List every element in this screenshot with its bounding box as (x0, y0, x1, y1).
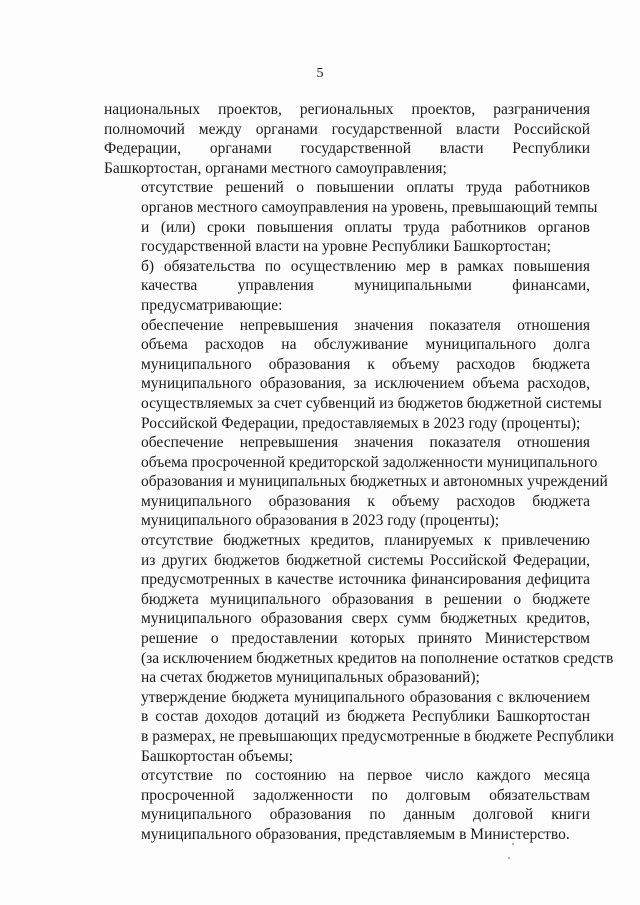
text-line: объема просроченной кредиторской задолженности муниципального (141, 453, 598, 471)
text-line: отсутствие по состоянию на первое число каждого месяца (141, 767, 590, 785)
text-line: просроченной задолженности по долговым обязательствам (141, 786, 590, 804)
text-line: б) обязательства по осуществлению мер в рамках повышения (141, 257, 590, 275)
text-line: бюджета муниципального образования в решении о бюджете (141, 590, 590, 608)
scan-speck (508, 857, 510, 859)
paragraph (104, 531, 614, 688)
text-line: муниципального образования, за исключением объема расходов, (141, 375, 590, 393)
text-line: в размерах, не превышающих предусмотренные в бюджете Республики (141, 728, 614, 745)
text-line: образования и муниципальных бюджетных и автономных учреждений (141, 473, 608, 491)
text-line: органов местного самоуправления на уровень, превышающий темпы (141, 198, 598, 216)
text-line: полномочий между органами государственной власти Российской (104, 120, 590, 138)
text-line: на счетах бюджетов муниципальных образований); (141, 669, 480, 687)
text-line: муниципального образования, представляемым в Министерство. (141, 825, 570, 843)
paragraph (104, 766, 590, 844)
text-line: предусматривающие: (141, 296, 283, 314)
text-line: и (или) сроки повышения оплаты труда работников органов (141, 218, 590, 236)
text-line: муниципального образования к объему расходов бюджета (141, 492, 590, 510)
paragraph (104, 688, 614, 766)
text-line: решение о предоставлении которых принято Министерством (141, 630, 590, 648)
page-number: 5 (316, 66, 324, 81)
text-line: муниципального образования по данным долговой книги (141, 806, 590, 824)
paragraph (104, 100, 590, 178)
text-line: государственной власти на уровне Республики Башкортостан; (141, 238, 551, 256)
text-line: отсутствие бюджетных кредитов, планируемых к привлечению (141, 532, 590, 550)
text-line: муниципального образования в 2023 году (проценты); (141, 512, 500, 530)
text-line: Башкортостан, органами местного самоуправления; (104, 159, 447, 177)
text-line: муниципального образования сверх сумм бюджетных кредитов, (141, 610, 590, 628)
text-line: обеспечение непревышения значения показателя отношения (141, 434, 590, 452)
document-body (104, 100, 614, 845)
paragraph (104, 316, 602, 434)
paragraph (104, 433, 608, 531)
text-line: предусмотренных в качестве источника финансирования дефицита (141, 571, 590, 589)
text-line: из других бюджетов бюджетной системы Российской Федерации, (141, 551, 590, 569)
text-line: национальных проектов, региональных проектов, разграничения (104, 101, 590, 118)
text-line: Башкортостан объемы; (141, 747, 294, 765)
text-line: муниципального образования к объему расходов бюджета (141, 355, 590, 373)
text-line: обеспечение непревышения значения показателя отношения (141, 316, 590, 334)
text-line: качества управления муниципальными финансами, (141, 277, 590, 295)
text-line: Российской Федерации, предоставляемых в 2023 году (проценты); (141, 414, 581, 432)
paragraph (104, 178, 598, 256)
text-line: (за исключением бюджетных кредитов на пополнение остатков средств (141, 649, 614, 667)
text-line: утверждение бюджета муниципального образования с включением (141, 688, 590, 706)
text-line: объема расходов на обслуживание муниципального долга (141, 336, 590, 354)
text-line: Федерации, органами государственной власти Республики (104, 140, 590, 158)
paragraph (104, 257, 590, 316)
scan-speck (512, 843, 514, 845)
text-line: отсутствие решений о повышении оплаты труда работников (141, 179, 590, 197)
text-line: осуществляемых за счет субвенций из бюджетов бюджетной системы (141, 394, 602, 412)
text-line: в состав доходов дотаций из бюджета Республики Башкортостан (141, 708, 590, 726)
